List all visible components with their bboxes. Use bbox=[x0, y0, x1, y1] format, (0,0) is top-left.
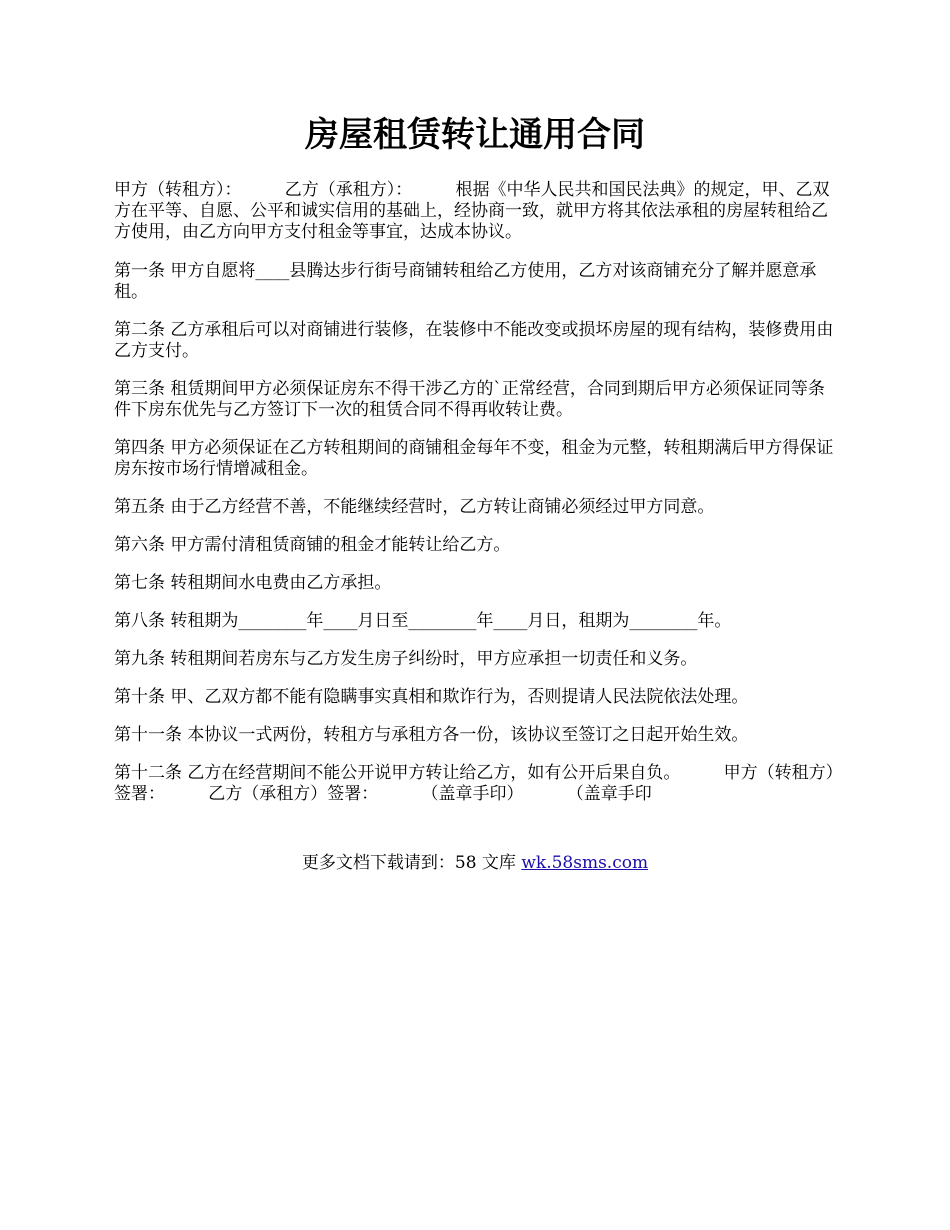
article-4: 第四条 甲方必须保证在乙方转租期间的商铺租金每年不变，租金为元整，转租期满后甲方得保证房东按市场行情增减租金。 bbox=[114, 438, 834, 479]
footer-link[interactable]: wk.58sms.com bbox=[521, 853, 649, 873]
article-10: 第十条 甲、乙双方都不能有隐瞒事实真相和欺诈行为，否则提请人民法院依法处理。 bbox=[114, 687, 749, 707]
article-6: 第六条 甲方需付清租赁商铺的租金才能转让给乙方。 bbox=[114, 535, 511, 555]
article-12-signatures: 第十二条 乙方在经营期间不能公开说甲方转让给乙方，如有公开后果自负。 甲方（转租方）签署： 乙方（承租方）签署： （盖章手印） （盖章手印 bbox=[114, 763, 835, 804]
article-3: 第三条 租赁期间甲方必须保证房东不得干涉乙方的`正常经营，合同到期后甲方必须保证同等条件下房东优先与乙方签订下一次的租赁合同不得再收转让费。 bbox=[114, 379, 825, 420]
article-8: 第八条 转租期为________年____月日至________年____月日，租期为________年。 bbox=[114, 611, 732, 631]
footer-download-note bbox=[0, 852, 950, 874]
article-7: 第七条 转租期间水电费由乙方承担。 bbox=[114, 573, 392, 593]
intro-paragraph: 甲方（转租方）： 乙方（承租方）： 根据《中华人民共和国民法典》的规定，甲、乙双方在平等、自愿、公平和诚实信用的基础上，经协商一致，就甲方将其依法承租的房屋转租给乙方使用，由乙方向甲方支付租金等事宜，达成本协议。 bbox=[114, 180, 830, 242]
document-title: 房屋租赁转让通用合同 bbox=[305, 115, 645, 155]
article-1: 第一条 甲方自愿将____县腾达步行街号商铺转租给乙方使用，乙方对该商铺充分了解并愿意承租。 bbox=[114, 261, 817, 302]
article-11: 第十一条 本协议一式两份，转租方与承租方各一份，该协议至签订之日起开始生效。 bbox=[114, 725, 749, 745]
article-2: 第二条 乙方承租后可以对商铺进行装修，在装修中不能改变或损坏房屋的现有结构，装修费用由乙方支付。 bbox=[114, 320, 834, 361]
document-body bbox=[114, 180, 838, 822]
article-5: 第五条 由于乙方经营不善，不能继续经营时，乙方转让商铺必须经过甲方同意。 bbox=[114, 497, 715, 517]
footer-prefix: 更多文档下载请到：58 文库 bbox=[301, 853, 522, 873]
article-9: 第九条 转租期间若房东与乙方发生房子纠纷时，甲方应承担一切责任和义务。 bbox=[114, 649, 698, 669]
